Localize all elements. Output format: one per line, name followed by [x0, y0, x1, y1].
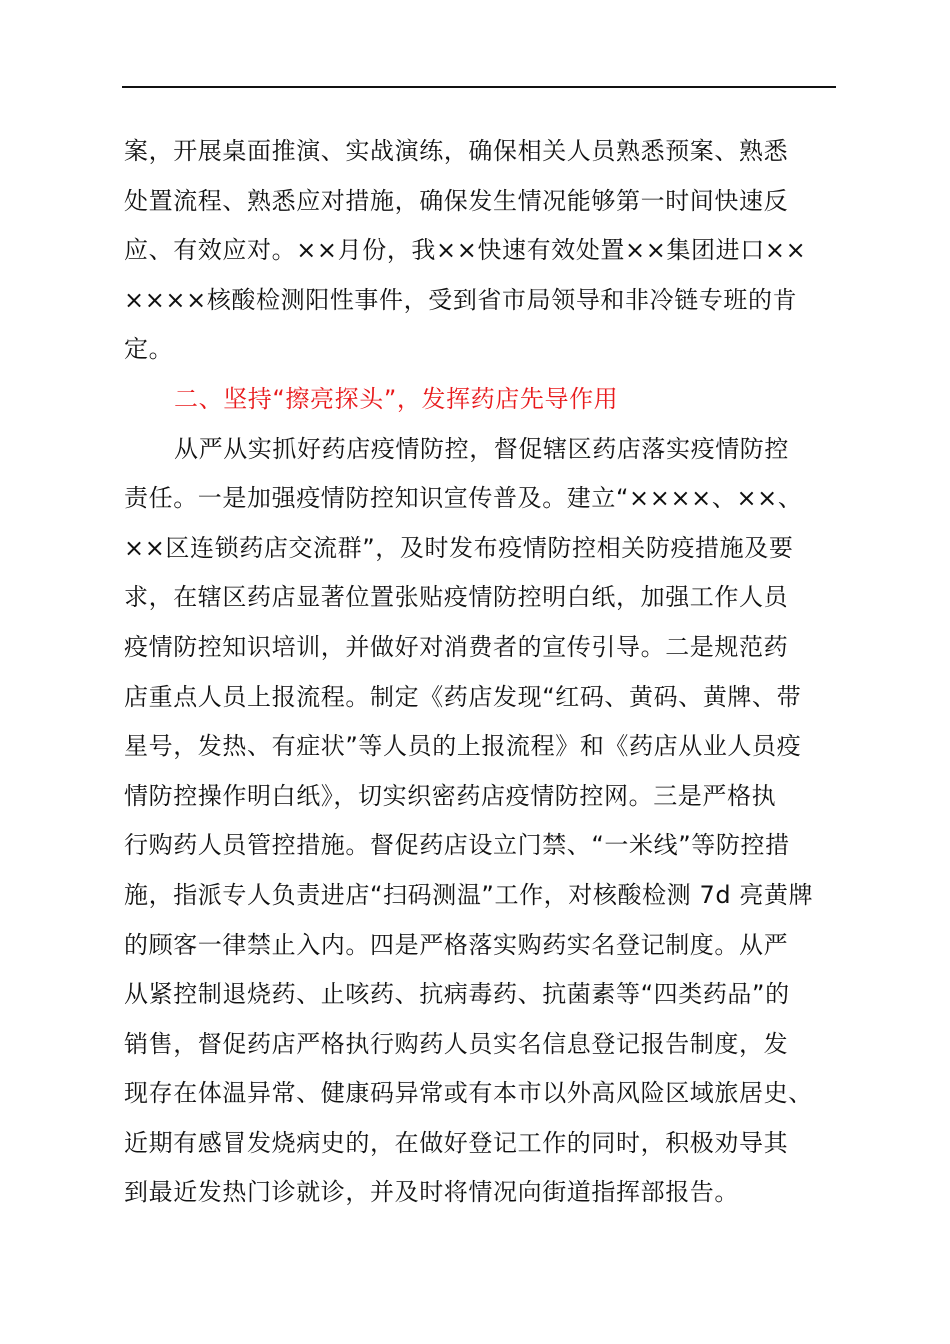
text-line: 销售，督促药店严格执行购药人员实名信息登记报告制度，发 — [124, 1029, 789, 1058]
text-line: 星号，发热、有症状”等人员的上报流程》和《药店从业人员疫 — [124, 732, 802, 761]
text-line: 定。 — [124, 335, 174, 364]
text-line: 求，在辖区药店显著位置张贴疫情防控明白纸，加强工作人员 — [124, 583, 789, 612]
header-rule — [122, 86, 836, 88]
text-line: 施，指派专人负责进店“扫码测温”工作，对核酸检测 7d 亮黄牌 — [124, 880, 814, 909]
paragraph-pharmacy-control — [124, 425, 836, 1219]
text-line: 责任。一是加强疫情防控知识宣传普及。建立“××××、××、 — [124, 484, 803, 513]
text-line: 到最近发热门诊就诊，并及时将情况向街道指挥部报告。 — [124, 1178, 739, 1207]
text-line: ××××核酸检测阳性事件，受到省市局领导和非冷链专班的肯 — [124, 285, 798, 314]
text-line: 行购药人员管控措施。督促药店设立门禁、“一米线”等防控措 — [124, 831, 790, 860]
text-line: 现存在体温异常、健康码异常或有本市以外高风险区域旅居史、 — [124, 1079, 813, 1108]
text-line: 情防控操作明白纸》，切实织密药店疫情防控网。三是严格执 — [124, 781, 777, 810]
paragraph-continued — [124, 127, 836, 375]
document-body — [124, 127, 836, 1218]
text-line: 从紧控制退烧药、止咳药、抗病毒药、抗菌素等“四类药品”的 — [124, 980, 790, 1009]
section-heading: 二、坚持“擦亮探头”，发挥药店先导作用 — [174, 384, 619, 413]
text-line: 案，开展桌面推演、实战演练，确保相关人员熟悉预案、熟悉 — [124, 137, 789, 165]
text-line: ××区连锁药店交流群”，及时发布疫情防控相关防疫措施及要 — [124, 533, 794, 562]
text-line: 从严从实抓好药店疫情防控，督促辖区药店落实疫情防控 — [174, 434, 789, 463]
text-line: 处置流程、熟悉应对措施，确保发生情况能够第一时间快速反 — [124, 186, 789, 215]
text-line: 应、有效应对。××月份，我××快速有效处置××集团进口×× — [124, 236, 807, 265]
text-line: 疫情防控知识培训，并做好对消费者的宣传引导。二是规范药 — [124, 632, 789, 661]
text-line: 的顾客一律禁止入内。四是严格落实购药实名登记制度。从严 — [124, 930, 789, 959]
text-line: 近期有感冒发烧病史的，在做好登记工作的同时，积极劝导其 — [124, 1128, 789, 1157]
text-line: 店重点人员上报流程。制定《药店发现“红码、黄码、黄牌、带 — [124, 682, 802, 711]
